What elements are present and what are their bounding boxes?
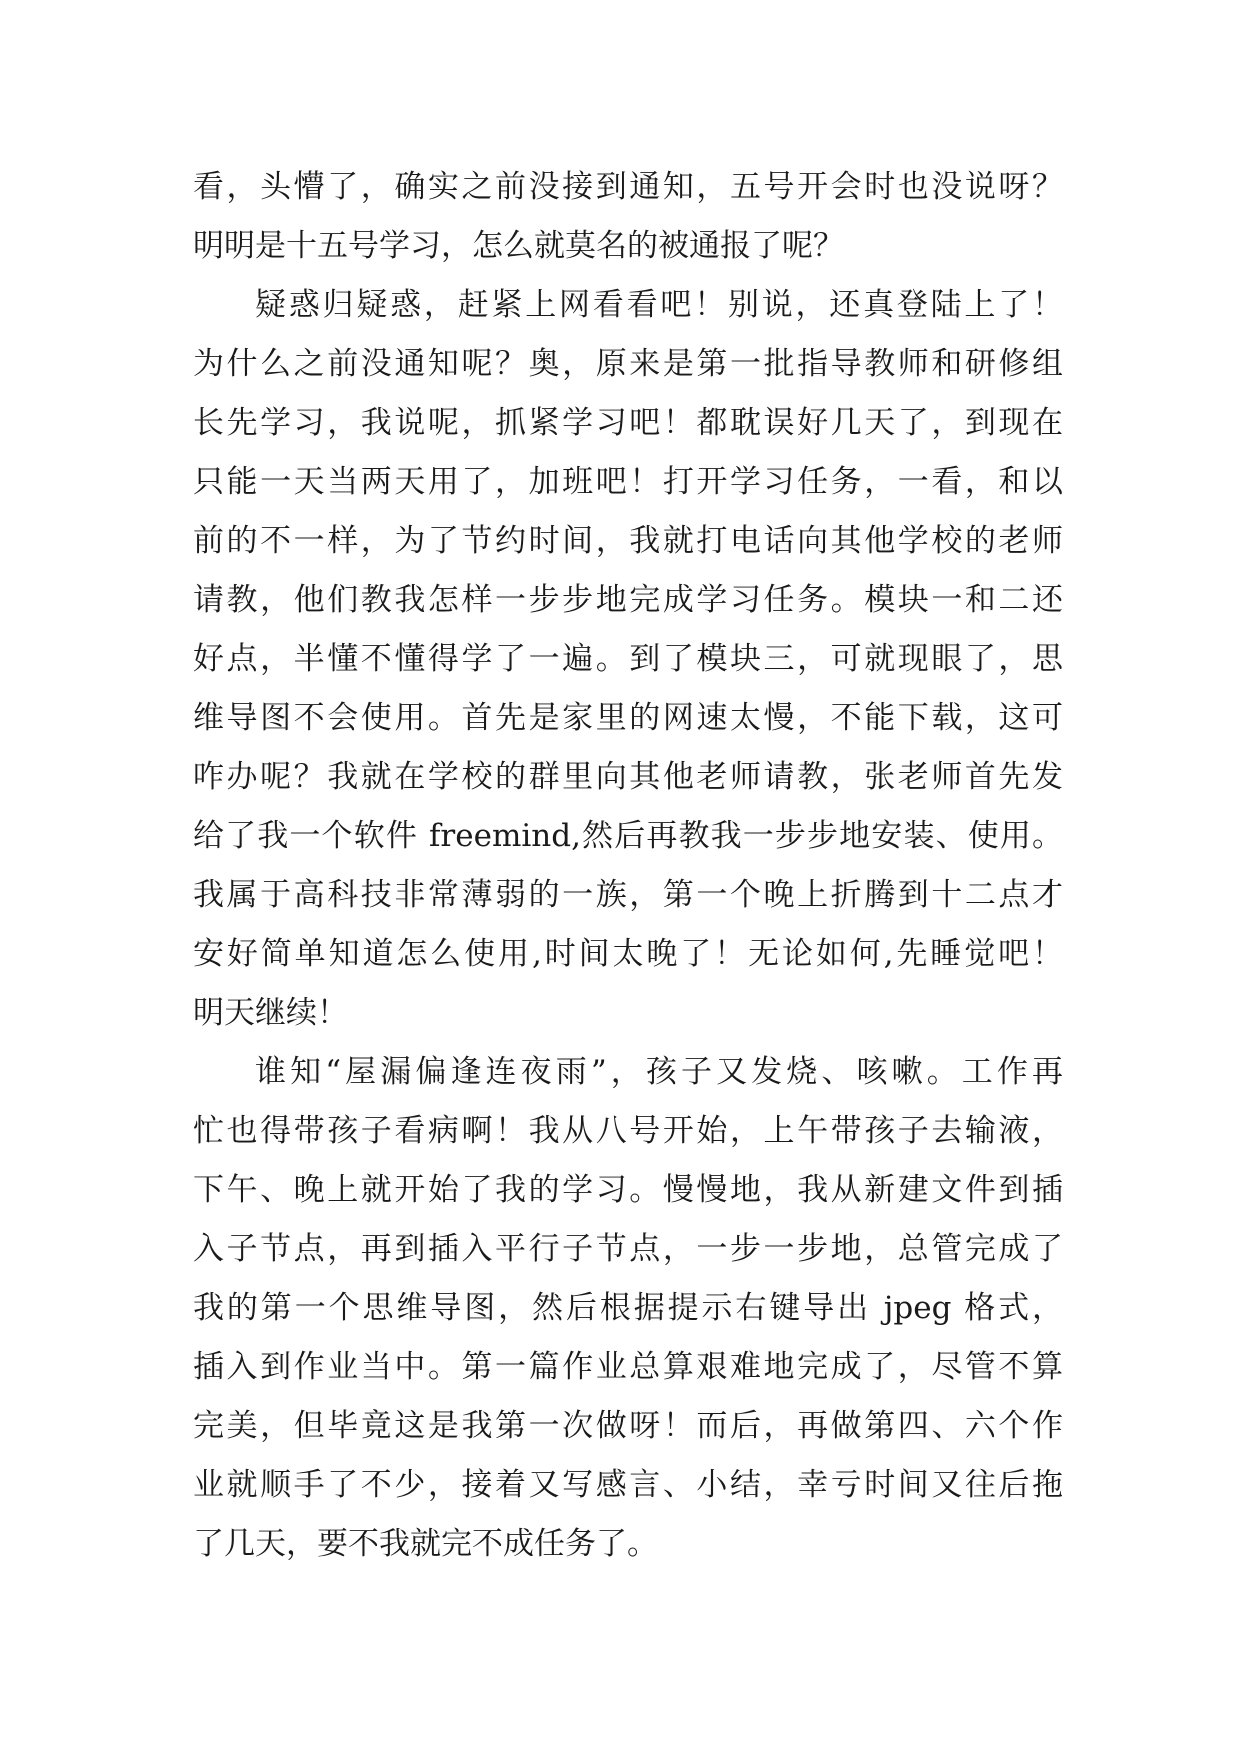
text-line: 好点，半懂不懂得学了一遍。到了模块三，可就现眼了，思	[193, 641, 1063, 677]
text-line: 完美，但毕竟这是我第一次做呀！而后，再做第四、六个作	[193, 1408, 1063, 1444]
text-line: 咋办呢？我就在学校的群里向其他老师请教，张老师首先发	[193, 759, 1063, 795]
paragraph-first-line: 谁知“屋漏偏逢连夜雨”，孩子又发烧、咳嗽。工作再	[255, 1054, 1063, 1090]
text-line: 请教，他们教我怎样一步步地完成学习任务。模块一和二还	[193, 582, 1063, 618]
text-line: 入子节点，再到插入平行子节点，一步一步地，总管完成了	[193, 1231, 1063, 1267]
paragraph-first-line: 疑惑归疑惑，赶紧上网看看吧！别说，还真登陆上了！	[255, 287, 1063, 323]
text-line: 为什么之前没通知呢？奥，原来是第一批指导教师和研修组	[193, 346, 1063, 382]
text-line: 明明是十五号学习，怎么就莫名的被通报了呢？	[193, 228, 844, 264]
text-line: 维导图不会使用。首先是家里的网速太慢，不能下载，这可	[193, 700, 1063, 736]
text-line: 插入到作业当中。第一篇作业总算艰难地完成了，尽管不算	[193, 1349, 1063, 1385]
text-line: 给了我一个软件 freemind,然后再教我一步步地安装、使用。	[193, 818, 1063, 854]
text-line: 明天继续！	[193, 995, 348, 1031]
text-line: 了几天，要不我就完不成任务了。	[193, 1526, 658, 1562]
text-line: 我属于高科技非常薄弱的一族，第一个晚上折腾到十二点才	[193, 877, 1063, 913]
text-line: 安好简单知道怎么使用,时间太晚了！无论如何,先睡觉吧！	[193, 936, 1063, 972]
text-line: 我的第一个思维导图，然后根据提示右键导出 jpeg 格式，	[193, 1290, 1063, 1326]
text-line: 只能一天当两天用了，加班吧！打开学习任务，一看，和以	[193, 464, 1063, 500]
text-line: 忙也得带孩子看病啊！我从八号开始，上午带孩子去输液，	[193, 1113, 1063, 1149]
text-line: 看，头懵了，确实之前没接到通知，五号开会时也没说呀？	[193, 169, 1063, 205]
text-line: 业就顺手了不少，接着又写感言、小结，幸亏时间又往后拖	[193, 1467, 1063, 1503]
text-line: 下午、晚上就开始了我的学习。慢慢地，我从新建文件到插	[193, 1172, 1063, 1208]
body-text	[193, 158, 1063, 1574]
text-line: 前的不一样，为了节约时间，我就打电话向其他学校的老师	[193, 523, 1063, 559]
text-line: 长先学习，我说呢，抓紧学习吧！都耽误好几天了，到现在	[193, 405, 1063, 441]
